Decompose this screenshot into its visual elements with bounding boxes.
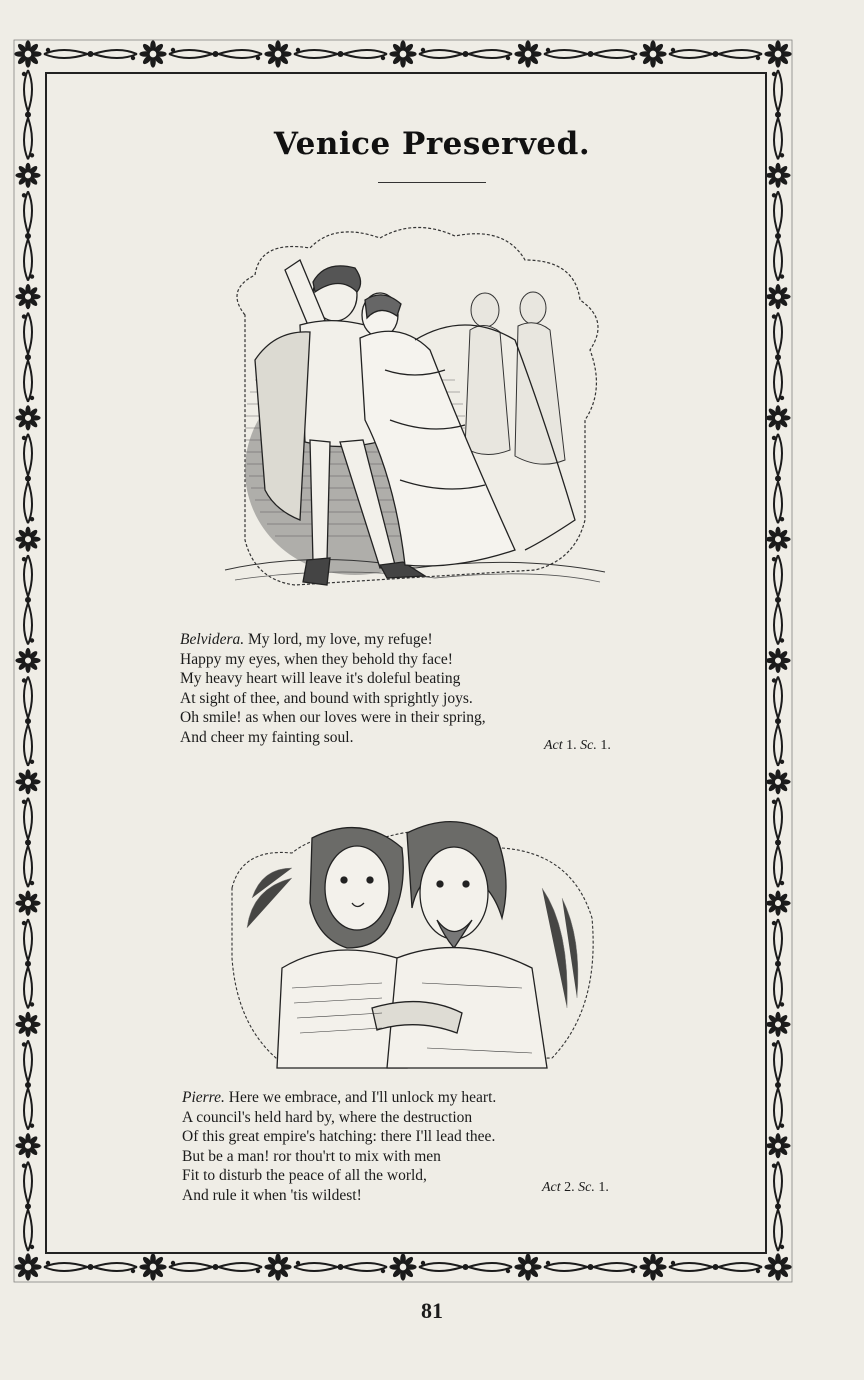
- act-number: 2.: [564, 1180, 575, 1195]
- scroll-ornament-icon: [772, 555, 784, 644]
- scroll-ornament-icon: [22, 677, 34, 766]
- verse-line: But be a man! ror thou'rt to mix with men: [182, 1147, 441, 1165]
- scroll-ornament-icon: [544, 48, 637, 60]
- speaker-name: Belvidera.: [180, 631, 245, 648]
- scroll-ornament-icon: [22, 434, 34, 523]
- scene-label: Sc.: [578, 1180, 595, 1195]
- scroll-ornament-icon: [544, 1261, 637, 1273]
- rosette-ornament-icon: [15, 405, 40, 430]
- rosette-ornament-icon: [764, 40, 791, 67]
- pierre-jaffier-engraving: [222, 808, 602, 1078]
- verse-line: And cheer my fainting soul.: [180, 728, 354, 746]
- rosette-ornament-icon: [389, 1253, 416, 1280]
- scroll-ornament-icon: [419, 1261, 512, 1273]
- scroll-ornament-icon: [669, 48, 762, 60]
- rosette-ornament-icon: [765, 1133, 790, 1158]
- rosette-ornament-icon: [264, 40, 291, 67]
- scroll-ornament-icon: [44, 48, 137, 60]
- rosette-ornament-icon: [765, 648, 790, 673]
- verse-first-line: [182, 1088, 496, 1108]
- scroll-ornament-icon: [22, 313, 34, 402]
- scroll-ornament-icon: [772, 677, 784, 766]
- rosette-ornament-icon: [639, 1253, 666, 1280]
- rosette-ornament-icon: [764, 1253, 791, 1280]
- scroll-ornament-icon: [419, 48, 512, 60]
- act-scene-reference: [542, 1180, 609, 1196]
- belvidera-verse: [180, 630, 486, 747]
- rosette-ornament-icon: [15, 1133, 40, 1158]
- verse-line: Fit to disturb the peace of all the world,: [182, 1167, 427, 1184]
- page-number: 81: [421, 1298, 443, 1323]
- verse-line: At sight of thee, and bound with sprightly joys.: [180, 689, 473, 707]
- rosette-ornament-icon: [765, 405, 790, 430]
- rosette-ornament-icon: [15, 1012, 40, 1037]
- verse-line: And rule it when 'tis wildest!: [182, 1186, 362, 1204]
- rosette-ornament-icon: [15, 648, 40, 673]
- verse-line: My lord, my love, my refuge!: [248, 631, 433, 648]
- scroll-ornament-icon: [772, 313, 784, 402]
- scene-label: Sc.: [580, 738, 597, 753]
- scroll-ornament-icon: [22, 555, 34, 644]
- verse-line: Happy my eyes, when they behold thy face!: [180, 650, 453, 668]
- scroll-ornament-icon: [772, 919, 784, 1008]
- rosette-ornament-icon: [765, 769, 790, 794]
- scroll-ornament-icon: [44, 1261, 137, 1273]
- rosette-ornament-icon: [14, 40, 41, 67]
- scroll-ornament-icon: [772, 434, 784, 523]
- scroll-ornament-icon: [22, 1162, 34, 1251]
- rosette-ornament-icon: [15, 890, 40, 915]
- act-label: Act: [542, 1180, 561, 1195]
- verse-line: Here we embrace, and I'll unlock my heart.: [228, 1089, 497, 1106]
- scroll-ornament-icon: [294, 1261, 387, 1273]
- rosette-ornament-icon: [765, 527, 790, 552]
- scroll-ornament-icon: [22, 919, 34, 1008]
- scroll-ornament-icon: [169, 1261, 262, 1273]
- rosette-ornament-icon: [139, 40, 166, 67]
- verse-line: A council's held hard by, where the destruction: [182, 1108, 473, 1126]
- rosette-ornament-icon: [514, 1253, 541, 1280]
- rosette-ornament-icon: [15, 284, 40, 309]
- rosette-ornament-icon: [15, 163, 40, 188]
- scroll-ornament-icon: [772, 1040, 784, 1129]
- rosette-ornament-icon: [389, 40, 416, 67]
- title-underline: [378, 182, 486, 183]
- scroll-ornament-icon: [169, 48, 262, 60]
- scroll-ornament-icon: [772, 191, 784, 280]
- verse-first-line: [180, 630, 486, 650]
- scroll-ornament-icon: [22, 1040, 34, 1129]
- act-label: Act: [544, 738, 563, 753]
- scroll-ornament-icon: [22, 191, 34, 280]
- verse-line: Oh smile! as when our loves were in their spring,: [180, 709, 486, 726]
- scene-number: 1.: [598, 1180, 609, 1195]
- act-number: 1.: [566, 738, 577, 753]
- rosette-ornament-icon: [514, 40, 541, 67]
- rosette-ornament-icon: [15, 527, 40, 552]
- verse-line: Of this great empire's hatching: there I'll lead thee.: [182, 1128, 496, 1145]
- page-title: Venice Preserved.: [273, 126, 591, 162]
- speaker-name: Pierre.: [182, 1089, 225, 1106]
- rosette-ornament-icon: [639, 40, 666, 67]
- belvidera-embrace-engraving: [215, 220, 610, 610]
- rosette-ornament-icon: [14, 1253, 41, 1280]
- scene-number: 1.: [600, 738, 611, 753]
- scroll-ornament-icon: [772, 1162, 784, 1251]
- act-scene-reference: [544, 738, 611, 754]
- rosette-ornament-icon: [139, 1253, 166, 1280]
- rosette-ornament-icon: [15, 769, 40, 794]
- scroll-ornament-icon: [669, 1261, 762, 1273]
- rosette-ornament-icon: [765, 1012, 790, 1037]
- rosette-ornament-icon: [765, 890, 790, 915]
- scroll-ornament-icon: [22, 798, 34, 887]
- rosette-ornament-icon: [765, 163, 790, 188]
- scroll-ornament-icon: [772, 798, 784, 887]
- scroll-ornament-icon: [294, 48, 387, 60]
- verse-line: My heavy heart will leave it's doleful beating: [180, 670, 461, 687]
- rosette-ornament-icon: [264, 1253, 291, 1280]
- rosette-ornament-icon: [765, 284, 790, 309]
- pierre-verse: [182, 1088, 496, 1205]
